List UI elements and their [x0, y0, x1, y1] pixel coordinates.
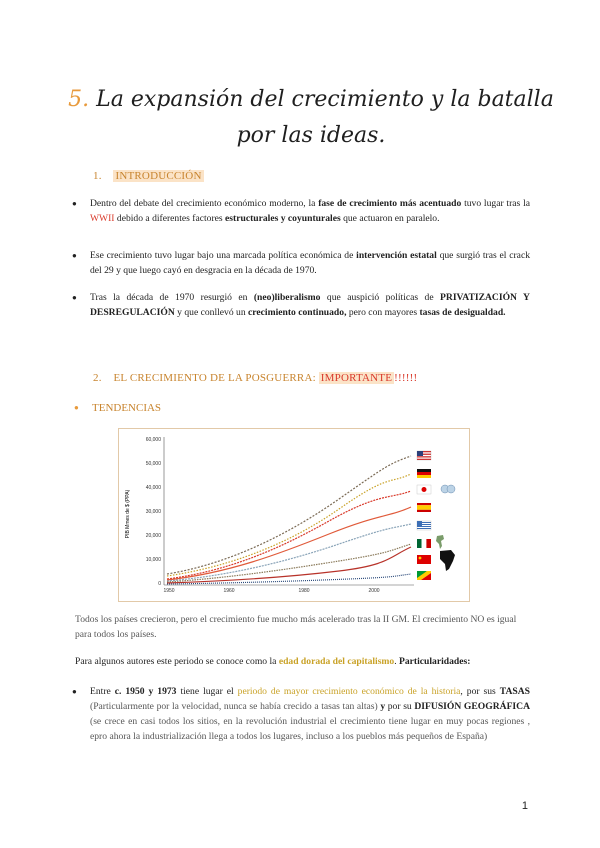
x-ticks [163, 588, 379, 594]
flag-germany [417, 469, 431, 478]
series-japan [167, 491, 411, 579]
bullet-4: ● Entre c. 1950 y 1973 tiene lugar el periodo de mayor crecimiento económico de la historia, por sus TASAS (Particularmente por la velocidad, nunca se había crecido a tasas tan altas) y por su DIFUSIÓN GEOGRÁFICA (se crece en casi todos los sitios, en la revolución industrial el crecimiento tiene lugar en muy pocas regiones , epro ahora la industrialización llega a todos los lugares, incluso a los pueblos más pequeños de España) [90, 684, 530, 744]
y-tick: 40,000 [145, 485, 161, 491]
bullet-3: ● Tras la década de 1970 resurgió en (neo)liberalismo que auspició políticas de PRIVATIZACIÓN Y DESREGULACIÓN y que conllevó un crecimiento continuado, pero con mayores tasas de desigualdad. [90, 290, 530, 320]
paragraph-edad-dorada: Para algunos autores este periodo se conoce como la edad dorada del capitalismo. Particularidades: [75, 656, 471, 667]
flag-japan [417, 485, 431, 494]
flag-mexico [417, 539, 431, 548]
y-tick: 20,000 [145, 533, 161, 539]
title-text: La expansión del crecimiento y la batalla por las ideas. [96, 87, 554, 148]
america-map-icon [436, 535, 444, 549]
y-tick: 30,000 [145, 509, 161, 515]
x-tick: 1980 [298, 588, 310, 594]
gdp-chart-svg [119, 429, 469, 601]
section-number: 2. [93, 372, 102, 384]
gdp-chart [118, 428, 470, 602]
y-tick: 50,000 [145, 461, 161, 467]
section-introduccion [93, 170, 204, 182]
title-number: 5. [68, 87, 90, 112]
x-tick: 1950 [163, 588, 175, 594]
flag-china [417, 555, 431, 564]
flag-congo [417, 571, 431, 580]
x-tick: 2000 [368, 588, 380, 594]
flag-greece [417, 521, 431, 530]
globe-icon [441, 485, 455, 493]
chart-ylabel: PIB Mmes de $ (PPA) [125, 489, 131, 539]
bullet-1: ● Dentro del debate del crecimiento económico moderno, la fase de crecimiento más acentuado tuvo lugar tras la WWII debido a diferentes factores estructurales y coyunturales que actuaron en paralelo. [90, 196, 530, 226]
paragraph-summary: Todos los países crecieron, pero el crecimiento fue mucho más acelerado tras la II GM. El crecimiento NO es igual para todos los países. [75, 614, 517, 640]
section-number: 1. [93, 170, 102, 182]
y-tick: 0 [158, 581, 161, 587]
series-germany [167, 474, 411, 576]
page-title [62, 82, 560, 154]
y-tick: 60,000 [145, 437, 161, 443]
africa-map-icon [440, 550, 455, 571]
flag-usa [417, 451, 431, 460]
section-posguerra: 2. EL CRECIMIENTO DE LA POSGUERRA: IMPORTANTE !!!!!! [93, 372, 418, 384]
y-tick: 10,000 [145, 557, 161, 563]
flag-spain [417, 503, 431, 512]
series-usa [167, 456, 411, 574]
series-china [167, 547, 411, 583]
subsection-tendencias: ● TENDENCIAS [92, 402, 161, 414]
important-highlight: IMPORTANTE [320, 372, 393, 384]
page-number: 1 [521, 800, 528, 812]
section-label: EL CRECIMIENTO DE LA POSGUERRA: [113, 372, 316, 384]
x-tick: 1960 [223, 588, 235, 594]
y-ticks [146, 437, 162, 587]
bullet-2: ● Ese crecimiento tuvo lugar bajo una marcada política económica de intervención estatal que surgió tras el crack del 29 y que luego cayó en desgracia en la década de 1970. [90, 248, 530, 278]
section-label: INTRODUCCIÓN [115, 170, 202, 182]
series-lines [167, 456, 411, 584]
